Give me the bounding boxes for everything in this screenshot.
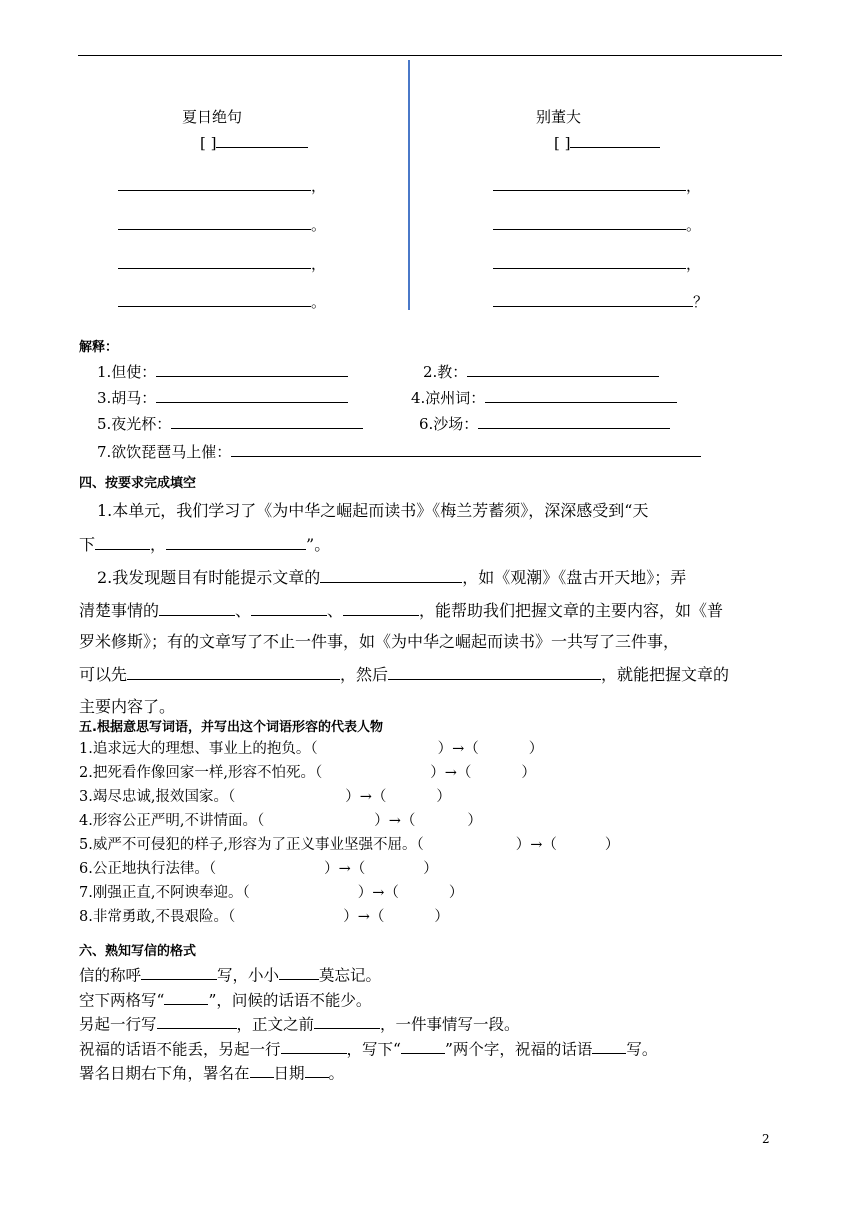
header-rule: [78, 55, 782, 56]
sec5-item-8[interactable]: 8.非常勇敢,不畏艰险。（ ）→（ ）: [79, 909, 449, 925]
sec6-line-3[interactable]: 另起一行写 ，正文之前 ，一件事情写一段。: [79, 1012, 520, 1034]
section-4-heading: 四、按要求完成填空: [79, 476, 197, 491]
sec4-p2-line5: 主要内容了。: [79, 697, 176, 716]
sec5-item-2[interactable]: 2.把死看作像回家一样,形容不怕死。（ ）→（ ）: [79, 765, 536, 781]
poem-title-left: 夏日绝句: [182, 108, 243, 126]
sec5-item-1[interactable]: 1.追求远大的理想、事业上的抱负。（ ）→（ ）: [79, 741, 544, 757]
explain-item-6[interactable]: 6.沙场：: [419, 412, 670, 434]
poem-line-right-3[interactable]: ，: [493, 252, 701, 274]
explain-heading: 解释：: [79, 340, 119, 355]
explain-item-3[interactable]: 3.胡马：: [97, 386, 348, 408]
sec5-item-3[interactable]: 3.竭尽忠诚,报效国家。（ ）→（ ）: [79, 789, 451, 805]
poem-line-right-1[interactable]: ，: [493, 174, 701, 196]
poem-title-right: 别董大: [536, 108, 582, 126]
poem-line-left-4[interactable]: 。: [118, 290, 326, 312]
sec5-item-7[interactable]: 7.刚强正直,不阿谀奉迎。（ ）→（ ）: [79, 885, 464, 901]
sec6-line-1[interactable]: 信的称呼 写，小小 莫忘记。: [79, 963, 381, 985]
sec6-line-5[interactable]: 署名日期右下角，署名在 日期 。: [79, 1061, 344, 1083]
sec6-line-2[interactable]: 空下两格写“ ”，问候的话语不能少。: [79, 988, 371, 1010]
sec4-p1-line1: 1.本单元，我们学习了《为中华之崛起而读书》《梅兰芳蓄须》，深深感受到“天: [97, 501, 649, 520]
sec5-item-5[interactable]: 5.威严不可侵犯的样子,形容为了正义事业坚强不屈。（ ）→（ ）: [79, 837, 620, 853]
page-number: 2: [762, 1132, 770, 1146]
sec6-line-4[interactable]: 祝福的话语不能丢，另起一行 ，写下“ ”两个字，祝福的话语 写。: [79, 1037, 657, 1059]
sec5-item-4[interactable]: 4.形容公正严明,不讲情面。（ ）→（ ）: [79, 813, 482, 829]
sec4-p2-line3: 罗米修斯》；有的文章写了不止一件事，如《为中华之崛起而读书》一共写了三件事，: [79, 632, 680, 651]
sec5-item-6[interactable]: 6.公正地执行法律。（ ）→（ ）: [79, 861, 438, 877]
explain-item-1[interactable]: 1.但使：: [97, 360, 348, 382]
sec4-p1-line2[interactable]: 下 ， ”。: [79, 532, 330, 555]
sec4-p2-line4[interactable]: 可以先 ，然后 ，就能把握文章的: [79, 662, 729, 685]
poem-line-left-3[interactable]: ，: [118, 252, 326, 274]
section-5-heading: 五.根据意思写词语，并写出这个词语形容的代表人物: [79, 720, 383, 735]
poem-line-right-2[interactable]: 。: [493, 213, 701, 235]
section-6-heading: 六、熟知写信的格式: [79, 944, 197, 959]
explain-item-7[interactable]: 7.欲饮琵琶马上催：: [97, 440, 701, 462]
poem-line-right-4[interactable]: ？: [493, 290, 708, 312]
explain-item-5[interactable]: 5.夜光杯：: [97, 412, 363, 434]
sec4-p2-line2[interactable]: 清楚事情的 、 、 ，能帮助我们把握文章的主要内容，如《普: [79, 598, 723, 621]
sec4-p2-line1[interactable]: 2.我发现题目有时能提示文章的 ，如《观潮》《盘古开天地》；弄: [97, 565, 686, 588]
poem-line-left-1[interactable]: ，: [118, 174, 326, 196]
poem-divider: [408, 60, 410, 310]
author-bracket-left: [ ]: [200, 131, 308, 152]
author-bracket-right: [ ]: [554, 131, 660, 152]
explain-item-4[interactable]: 4.凉州词：: [411, 386, 677, 408]
poem-line-left-2[interactable]: 。: [118, 213, 326, 235]
explain-item-2[interactable]: 2.教：: [423, 360, 659, 382]
